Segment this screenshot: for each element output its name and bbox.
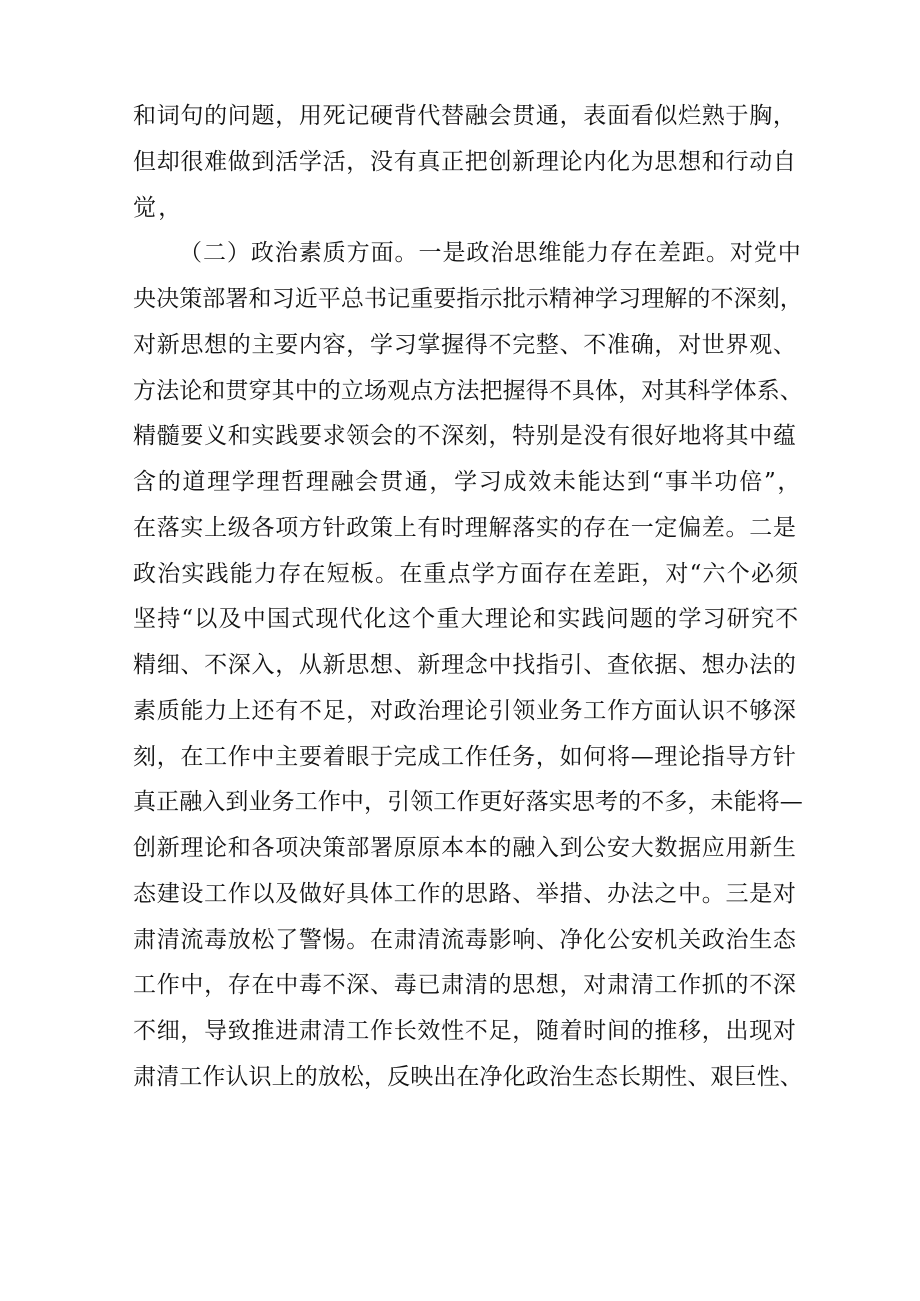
text-line: 坚持“以及中国式现代化这个重大理论和实践问题的学习研究不 <box>133 606 800 633</box>
text-line: 政治实践能力存在短板。在重点学方面存在差距，对“六个必须 <box>133 560 800 587</box>
text-line: 但却很难做到活学活，没有真正把创新理论内化为思想和行动自 <box>133 148 797 175</box>
text-line: 精细、不深入，从新思想、新理念中找指引、查依据、想办法的 <box>133 652 797 678</box>
body-text <box>133 94 803 1101</box>
text-line: 不细，导致推进肃清工作长效性不足，随着时间的推移，出现对 <box>133 1018 797 1044</box>
text-line: 肃清工作认识上的放松，反映出在净化政治生态长期性、艰巨性、 <box>133 1063 803 1090</box>
text-line: 刻，在工作中主要着眼于完成工作任务，如何将—理论指导方针 <box>133 743 797 770</box>
section-heading-line: （二）政治素质方面。一是政治思维能力存在差距。对党中 <box>179 240 802 267</box>
text-line: 和词句的问题，用死记硬背代替融会贯通，表面看似烂熟于胸， <box>133 103 797 129</box>
text-line: 态建设工作以及做好具体工作的思路、举措、办法之中。三是对 <box>133 880 797 907</box>
text-line: 在落实上级各项方针政策上有时理解落实的存在一定偏差。二是 <box>133 514 797 541</box>
text-line: 工作中，存在中毒不深、毒已肃清的思想，对肃清工作抓的不深 <box>133 972 797 999</box>
text-line: 精髓要义和实践要求领会的不深刻，特别是没有很好地将其中蕴 <box>133 423 797 450</box>
text-line: 含的道理学理哲理融会贯通，学习成效未能达到“事半功倍”， <box>133 469 803 495</box>
text-line: 素质能力上还有不足，对政治理论引领业务工作方面认识不够深 <box>133 697 797 724</box>
text-line: 觉， <box>133 194 184 221</box>
text-line: 央决策部署和习近平总书记重要指示批示精神学习理解的不深刻， <box>133 286 803 312</box>
text-line: 方法论和贯穿其中的立场观点方法把握得不具体，对其科学体系、 <box>133 377 803 404</box>
text-line: 对新思想的主要内容，学习掌握得不完整、不准确，对世界观、 <box>133 331 797 358</box>
text-line: 创新理论和各项决策部署原原本本的融入到公安大数据应用新生 <box>133 835 797 861</box>
text-line: 肃清流毒放松了警惕。在肃清流毒影响、净化公安机关政治生态 <box>133 926 797 953</box>
text-line: 真正融入到业务工作中，引领工作更好落实思考的不多，未能将— <box>133 789 803 816</box>
